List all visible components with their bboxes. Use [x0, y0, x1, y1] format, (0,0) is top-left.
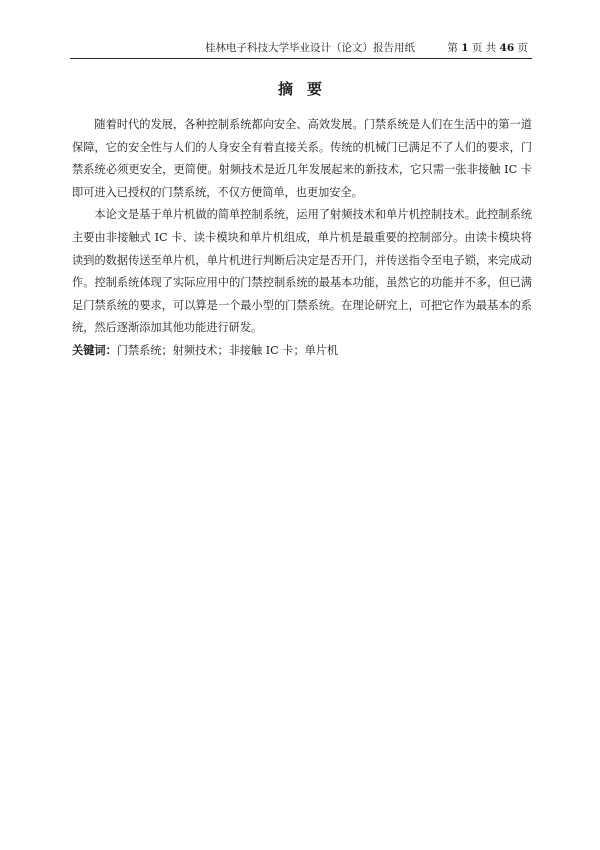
abstract-title: 摘要 — [277, 80, 336, 98]
keywords-label: 关键词： — [72, 344, 117, 357]
page-suffix: 页 — [517, 42, 528, 54]
keywords-line — [72, 340, 532, 362]
page-current: 1 — [461, 42, 469, 54]
page-header — [70, 36, 532, 59]
page-number — [447, 40, 528, 55]
abstract-paragraph: 本论文是基于单片机做的简单控制系统，运用了射频技术和单片机控制技术。此控制系统主要由非接触式 IC 卡、读卡模块和单片机组成，单片机是最重要的控制部分。由读卡模块将读到的数据传送至单片机，单片机进行判断后决定是否开门，并传送指令至电子锁，来完成动作。控制系统体现了实际应用中的门禁控制系统的最基本功能，虽然它的功能并不多，但已满足门禁系统的要求，可以算是一个最小型的门禁系统。在理论研究上，可把它作为最基本的系统，然后逐渐添加其他功能进行研发。 — [72, 208, 532, 335]
page-prefix: 第 — [447, 42, 458, 54]
page-total: 46 — [499, 42, 515, 54]
abstract-body — [72, 114, 532, 340]
page-mid: 页 共 — [471, 42, 497, 54]
header-title: 桂林电子科技大学毕业设计（论文）报告用纸 — [205, 42, 415, 54]
keywords-text: 门禁系统；射频技术；非接触 IC 卡；单片机 — [116, 344, 339, 357]
abstract-paragraph: 随着时代的发展，各种控制系统都向安全、高效发展。门禁系统是人们在生活中的第一道保障，它的安全性与人们的人身安全有着直接关系。传统的机械门已满足不了人们的要求，门禁系统必须更安全，更简便。射频技术是近几年发展起来的新技术，它只需一张非接触 IC 卡即可进入已授权的门禁系统，不仅方便简单，也更加安全。 — [72, 118, 532, 199]
